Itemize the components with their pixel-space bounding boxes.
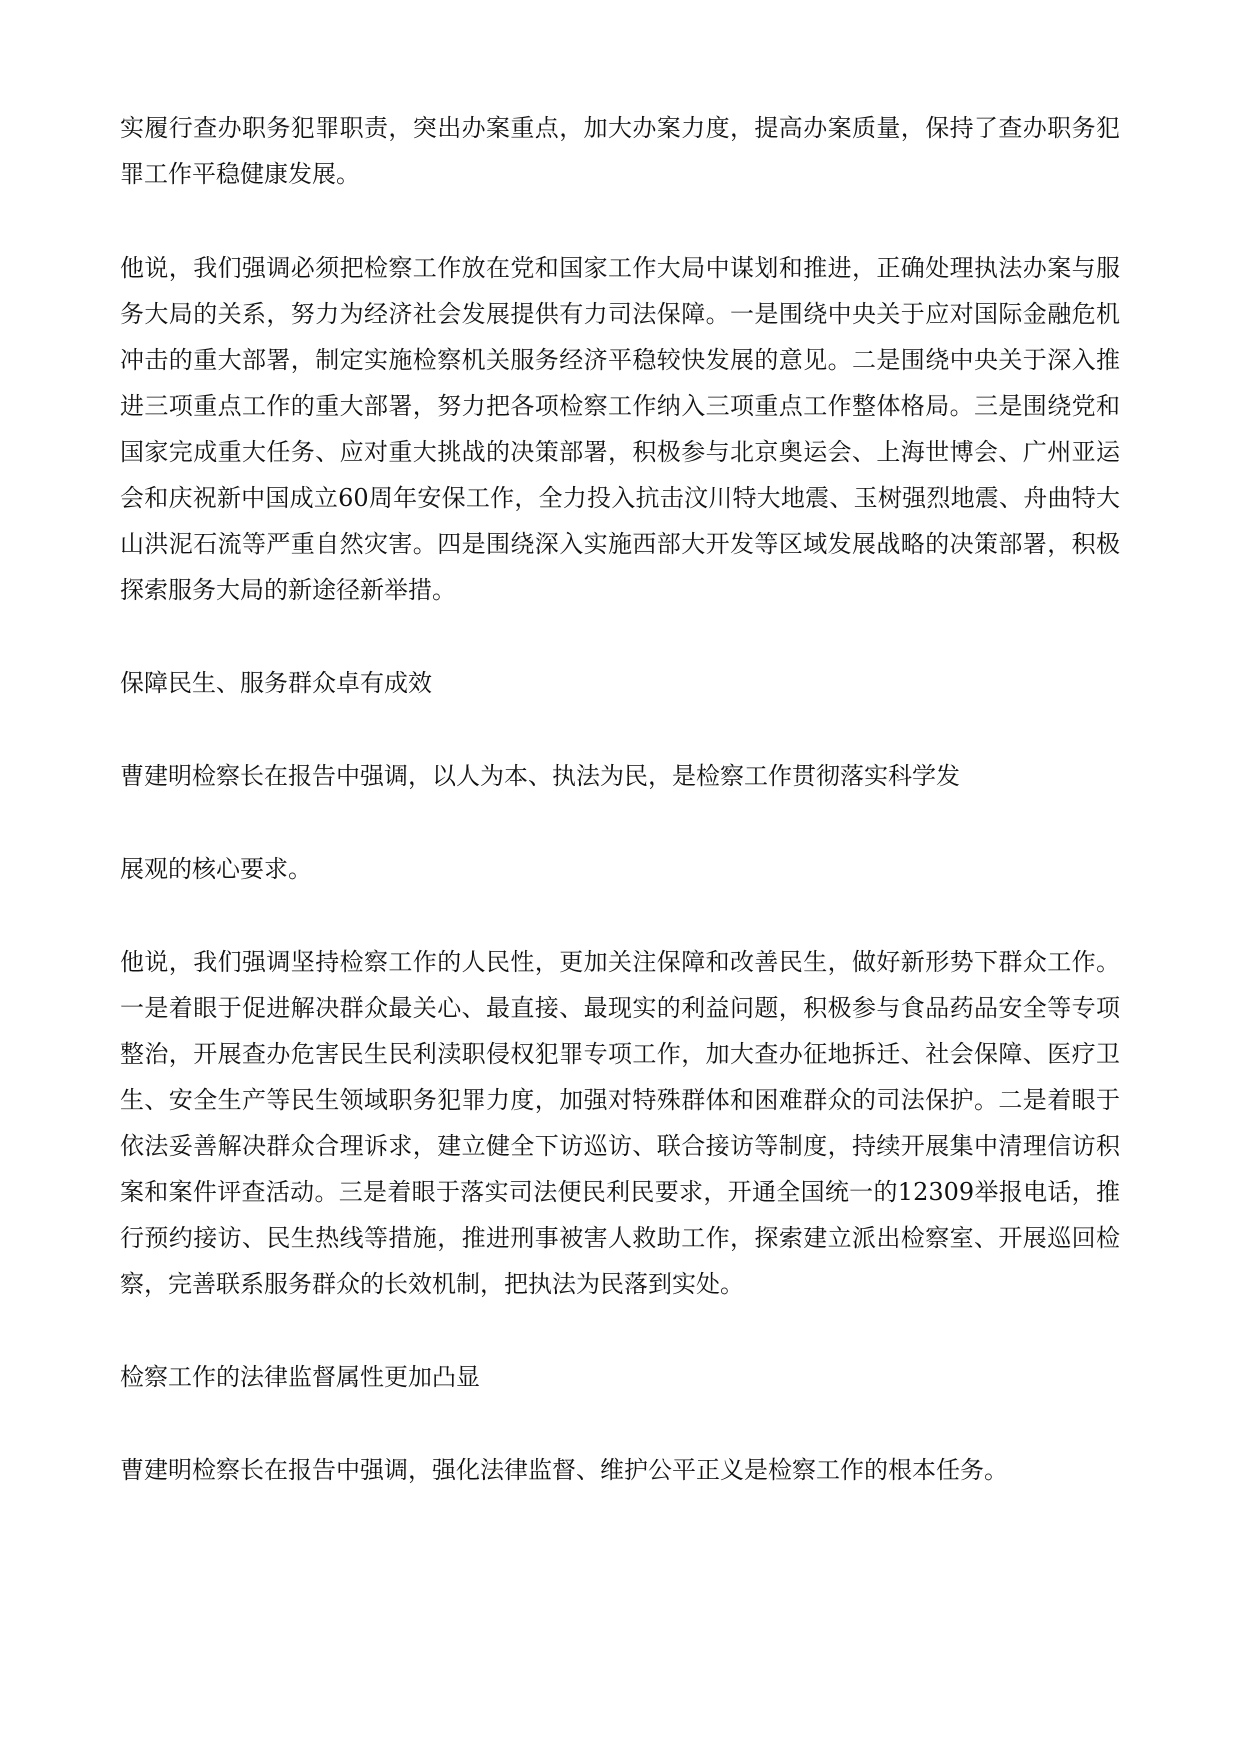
- paragraph-core-requirement: 展观的核心要求。: [120, 855, 312, 883]
- section-heading-legal-supervision: 检察工作的法律监督属性更加凸显: [120, 1363, 480, 1391]
- section-heading-livelihood: 保障民生、服务群众卓有成效: [120, 669, 432, 697]
- paragraph-fundamental-task: 曹建明检察长在报告中强调，强化法律监督、维护公平正义是检察工作的根本任务。: [120, 1456, 1008, 1484]
- paragraph-continuation: 实履行查办职务犯罪职责，突出办案重点，加大办案力度，提高办案质量，保持了查办职务犯罪工作平稳健康发展。: [120, 114, 1120, 188]
- paragraph-mass-work: 他说，我们强调坚持检察工作的人民性，更加关注保障和改善民生，做好新形势下群众工作。一是着眼于促进解决群众最关心、最直接、最现实的利益问题，积极参与食品药品安全等专项整治，开展查办危害民生民利渎职侵权犯罪专项工作，加大查办征地拆迁、社会保障、医疗卫生、安全生产等民生领域职务犯罪力度，加强对特殊群体和困难群众的司法保护。二是着眼于依法妥善解决群众合理诉求，建立健全下访巡访、联合接访等制度，持续开展集中清理信访积案和案件评查活动。三是着眼于落实司法便民利民要求，开通全国统一的12309举报电话，推行预约接访、民生热线等措施，推进刑事被害人救助工作，探索建立派出检察室、开展巡回检察，完善联系服务群众的长效机制，把执法为民落到实处。: [120, 948, 1120, 1298]
- document-body: [120, 105, 1120, 1493]
- paragraph-people-oriented: 曹建明检察长在报告中强调，以人为本、执法为民，是检察工作贯彻落实科学发: [120, 762, 960, 790]
- paragraph-serving-overall-situation: 他说，我们强调必须把检察工作放在党和国家工作大局中谋划和推进，正确处理执法办案与服务大局的关系，努力为经济社会发展提供有力司法保障。一是围绕中央关于应对国际金融危机冲击的重大部署，制定实施检察机关服务经济平稳较快发展的意见。二是围绕中央关于深入推进三项重点工作的重大部署，努力把各项检察工作纳入三项重点工作整体格局。三是围绕党和国家完成重大任务、应对重大挑战的决策部署，积极参与北京奥运会、上海世博会、广州亚运会和庆祝新中国成立60周年安保工作，全力投入抗击汶川特大地震、玉树强烈地震、舟曲特大山洪泥石流等严重自然灾害。四是围绕深入实施西部大开发等区域发展战略的决策部署，积极探索服务大局的新途径新举措。: [120, 254, 1120, 604]
